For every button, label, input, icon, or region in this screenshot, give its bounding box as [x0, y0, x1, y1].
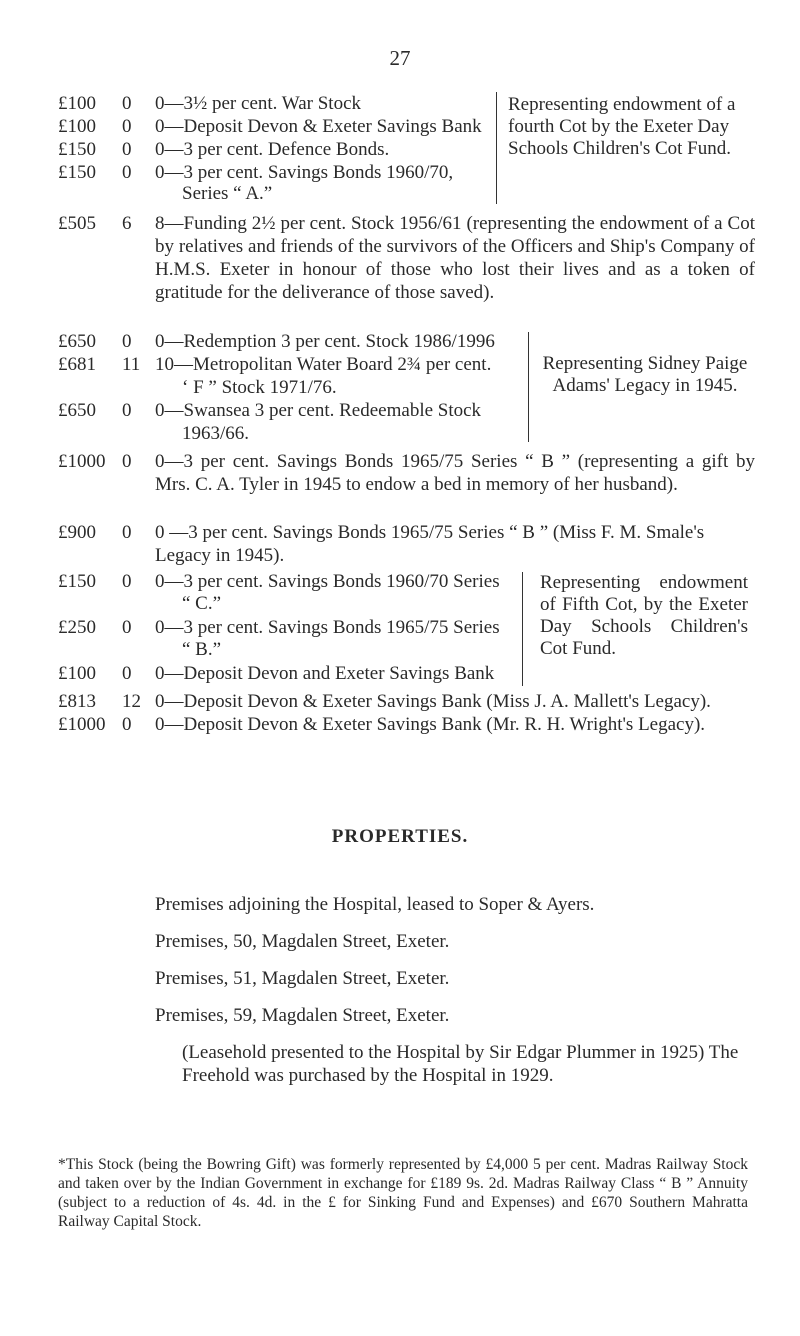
holding-description: 0—Deposit Devon and Exeter Savings Bank — [155, 663, 495, 684]
holding-description: 0—Deposit Devon & Exeter Savings Bank (Mr. R. H. Wright's Legacy). — [155, 714, 706, 735]
shillings: 0 — [122, 714, 132, 735]
shillings: 0 — [122, 93, 132, 114]
shillings: 0 — [122, 522, 132, 543]
holding-description: 0—3½ per cent. War Stock — [155, 93, 362, 114]
leasehold-note: (Leasehold presented to the Hospital by Sir Edgar Plummer in 1925) The Freehold was purchased by the Hospital in 1929. — [182, 1042, 739, 1086]
holding-description: 0—Redemption 3 per cent. Stock 1986/1996 — [155, 331, 495, 352]
holding-description-cont: 1963/66. — [182, 423, 250, 444]
holding-description: 0—Swansea 3 per cent. Redeemable Stock — [155, 400, 482, 421]
holding-description: 0—3 per cent. Savings Bonds 1960/70 Series — [155, 571, 500, 592]
holding-description-cont: Series “ A.” — [182, 183, 273, 204]
shillings: 0 — [122, 663, 132, 684]
holding-description: 0—Deposit Devon & Exeter Savings Bank — [155, 116, 482, 137]
shillings: 0 — [122, 451, 132, 472]
pounds: £1000 — [58, 714, 106, 735]
pounds: £150 — [58, 571, 96, 592]
property-item: Premises, 50, Magdalen Street, Exeter. — [155, 931, 450, 952]
shillings: 11 — [122, 354, 141, 375]
shillings: 12 — [122, 691, 141, 712]
holding-description: 10—Metropolitan Water Board 2¾ per cent. — [155, 354, 492, 375]
pounds: £650 — [58, 331, 96, 352]
pounds: £813 — [58, 691, 96, 712]
shillings: 6 — [122, 213, 132, 234]
property-item: Premises adjoining the Hospital, leased to Soper & Ayers. — [155, 894, 595, 915]
holding-description: 0—3 per cent. Savings Bonds 1960/70, — [155, 162, 454, 183]
pounds: £1000 — [58, 451, 106, 472]
shillings: 0 — [122, 162, 132, 183]
brace — [496, 92, 497, 204]
shillings: 0 — [122, 571, 132, 592]
footnote: *This Stock (being the Bowring Gift) was formerly represented by £4,000 5 per cent. Madras Railway Stock and taken over by the Indian Government in exchange for £189 9s. 2d. Madras Railway Class “ B ” Annuity (subject to a reduction of 4s. 4d. in the £ for Sinking Fund and Expenses) and £670 Southern Mahratta Railway Capital Stock. — [58, 1156, 748, 1230]
page-number: 27 — [389, 46, 411, 70]
shillings: 0 — [122, 617, 132, 638]
holding-description: 8—Funding 2½ per cent. Stock 1956/61 (representing the endowment of a Cot by relatives and friends of the survivors of the Officers and Ship's Company of H.M.S. Exeter in honour of those who lost their lives and as a token of gratitude for the deliverance of those saved). — [155, 213, 755, 303]
side-note-fourth-cot: Representing endowment of a fourth Cot by the Exeter Day Schools Children's Cot Fund. — [508, 94, 736, 159]
holding-description: 0—3 per cent. Savings Bonds 1965/75 Series “ B ” (representing a gift by Mrs. C. A. Tyler in 1945 to endow a bed in memory of her husband). — [155, 451, 755, 495]
property-item: Premises, 59, Magdalen Street, Exeter. — [155, 1005, 450, 1026]
brace — [528, 332, 529, 442]
pounds: £250 — [58, 617, 96, 638]
pounds: £100 — [58, 663, 96, 684]
pounds: £650 — [58, 400, 96, 421]
pounds: £150 — [58, 139, 96, 160]
holding-description: 0—3 per cent. Defence Bonds. — [155, 139, 390, 160]
brace — [522, 572, 523, 686]
shillings: 0 — [122, 331, 132, 352]
holding-description: 0—3 per cent. Savings Bonds 1965/75 Series — [155, 617, 500, 638]
properties-heading: PROPERTIES. — [331, 826, 469, 847]
side-note-sidney-paige: Representing Sidney Paige Adams' Legacy in 1945. — [542, 353, 748, 396]
shillings: 0 — [122, 116, 132, 137]
holding-description-cont: “ C.” — [182, 593, 222, 614]
pounds: £900 — [58, 522, 96, 543]
pounds: £100 — [58, 93, 96, 114]
holding-description: 0—Deposit Devon & Exeter Savings Bank (Miss J. A. Mallett's Legacy). — [155, 691, 711, 712]
pounds: £150 — [58, 162, 96, 183]
property-item: Premises, 51, Magdalen Street, Exeter. — [155, 968, 450, 989]
shillings: 0 — [122, 139, 132, 160]
shillings: 0 — [122, 400, 132, 421]
side-note-fifth-cot: Representing endowment of Fifth Cot, by the Exeter Day Schools Children's Cot Fund. — [540, 572, 748, 659]
holding-description-cont: “ B.” — [182, 639, 222, 660]
pounds: £100 — [58, 116, 96, 137]
pounds: £681 — [58, 354, 96, 375]
holding-description: 0 —3 per cent. Savings Bonds 1965/75 Series “ B ” (Miss F. M. Smale's Legacy in 1945). — [155, 522, 705, 566]
pounds: £505 — [58, 213, 96, 234]
holding-description-cont: ‘ F ” Stock 1971/76. — [182, 377, 337, 398]
